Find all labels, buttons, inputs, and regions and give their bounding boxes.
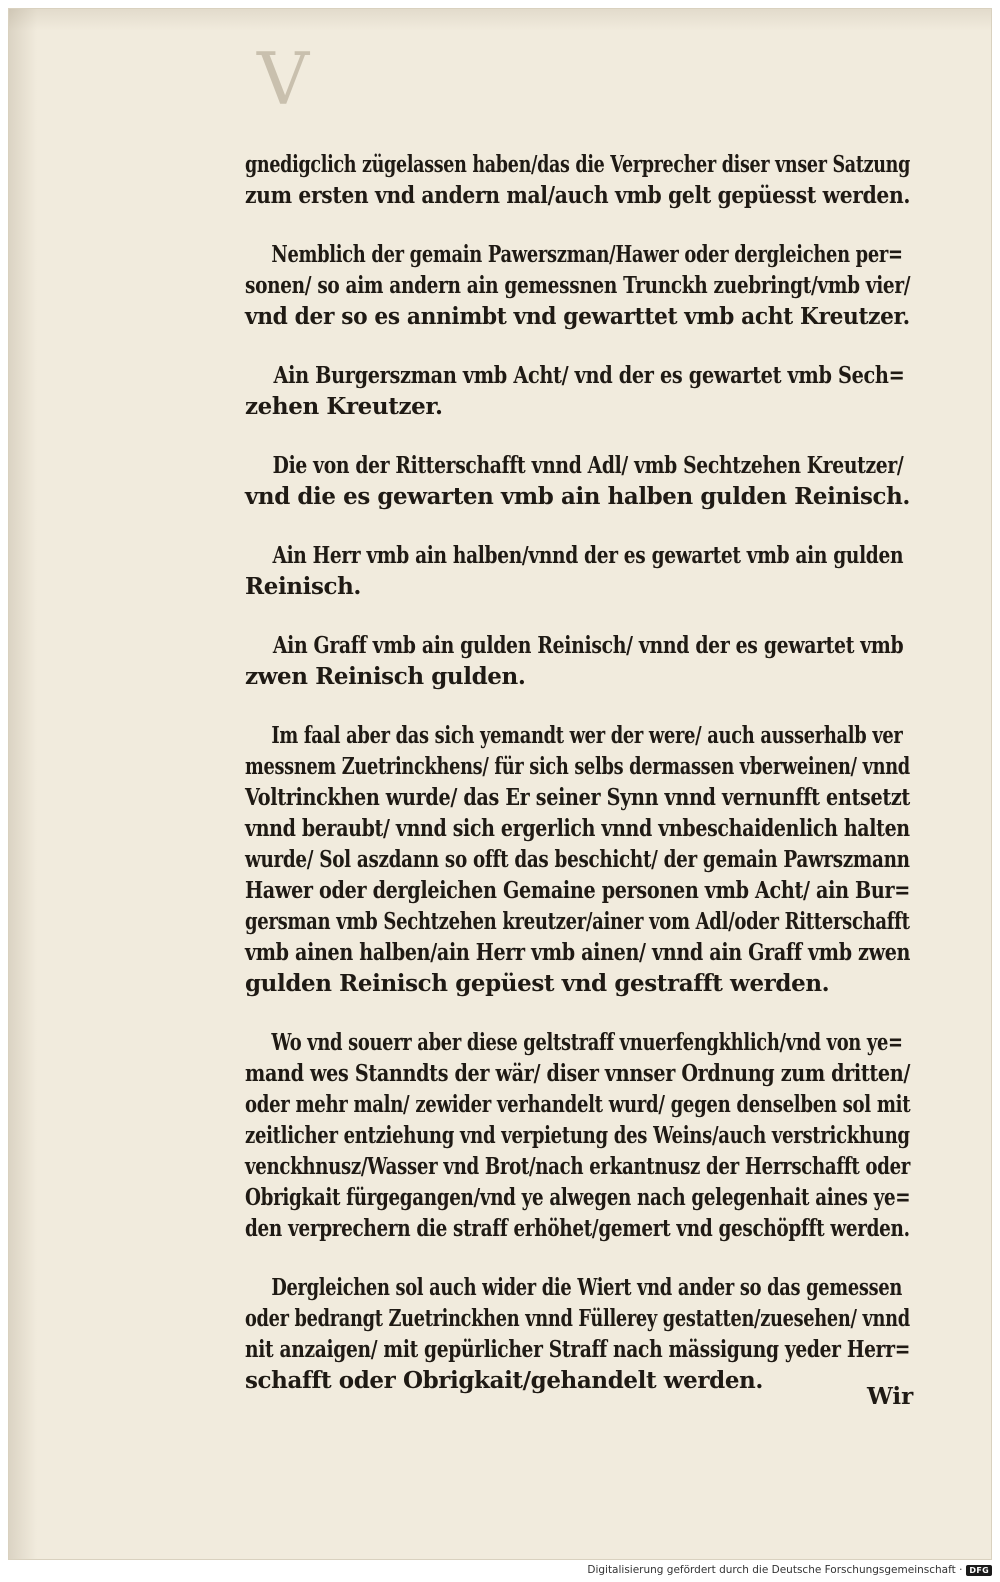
text-line: Die von der Ritterschafft vnnd Adl/ vmb Sechtzehen Kreutzer/ — [272, 452, 904, 479]
text-line: Dergleichen sol auch wider die Wiert vnd ander so das gemessen — [271, 1274, 903, 1301]
paragraph — [245, 540, 910, 602]
text-line: wurde/ Sol aszdann so offt das beschicht/ der gemain Pawrszmann — [245, 846, 910, 873]
text-line: oder bedrangt Zuetrinckhen vnnd Füllerey gestatten/zuesehen/ vnnd — [245, 1305, 910, 1332]
text-line: zwen Reinisch gulden. — [245, 663, 526, 690]
text-line: den verprechern die straff erhöhet/gemert vnd geschöpfft werden. — [245, 1215, 910, 1242]
text-line: vnnd beraubt/ vnnd sich ergerlich vnnd vnbeschaidenlich halten — [245, 815, 910, 842]
text-line: Ain Burgerszman vmb Acht/ vnd der es gewartet vmb Sech= — [273, 362, 905, 389]
text-line: Hawer oder dergleichen Gemaine personen vmb Acht/ ain Bur= — [245, 877, 911, 904]
text-line: zeitlicher entziehung vnd verpietung des Weins/auch verstrickhung — [245, 1122, 910, 1149]
catchword: Wir — [867, 1383, 914, 1410]
page-text-block — [245, 121, 910, 1396]
footer-credit — [587, 1562, 992, 1578]
paragraph — [245, 1027, 910, 1244]
text-line: venckhnusz/Wasser vnd Brot/nach erkantnusz der Herrschafft oder — [245, 1153, 911, 1180]
text-line: schafft oder Obrigkait/gehandelt werden. — [245, 1367, 763, 1394]
folio-mark: V — [257, 37, 309, 121]
paragraph — [245, 1272, 910, 1396]
paragraph — [245, 630, 910, 692]
text-line: Nemblich der gemain Pawerszman/Hawer oder dergleichen per= — [271, 241, 903, 268]
text-line: zum ersten vnd andern mal/auch vmb gelt gepüesst werden. — [245, 182, 911, 209]
text-line: zehen Kreutzer. — [245, 393, 443, 420]
text-line: gulden Reinisch gepüest vnd gestrafft werden. — [245, 970, 830, 997]
text-line: messnem Zuetrinckhens/ für sich selbs dermassen vberweinen/ vnnd — [245, 753, 910, 780]
text-line: oder mehr maln/ zewider verhandelt wurd/ gegen denselben sol mit — [245, 1091, 911, 1118]
paragraph — [245, 149, 910, 211]
text-line: gnedigclich zügelassen haben/das die Verprecher diser vnser Satzung — [245, 151, 911, 178]
dfg-logo: DFG — [966, 1565, 992, 1576]
text-line: gersman vmb Sechtzehen kreutzer/ainer vom Adl/oder Ritterschafft — [245, 908, 910, 935]
text-line: Im faal aber das sich yemandt wer der were/ auch ausserhalb ver — [271, 722, 903, 749]
text-line: Ain Herr vmb ain halben/vnnd der es gewartet vmb ain gulden — [272, 542, 904, 569]
text-line: sonen/ so aim andern ain gemessnen Trunckh zuebringt/vmb vier/ — [245, 272, 911, 299]
text-line: vmb ainen halben/ain Herr vmb ainen/ vnnd ain Graff vmb zwen — [245, 939, 911, 966]
text-line: vnd der so es annimbt vnd gewarttet vmb acht Kreutzer. — [245, 303, 910, 330]
footer-text: Digitalisierung gefördert durch die Deutsche Forschungsgemeinschaft · — [587, 1564, 963, 1576]
text-line: Wo vnd souerr aber diese geltstraff vnuerfengkhlich/vnd von ye= — [271, 1029, 903, 1056]
paragraph — [245, 360, 910, 422]
scanned-page — [8, 8, 992, 1560]
text-line: vnd die es gewarten vmb ain halben gulden Reinisch. — [245, 483, 910, 510]
text-line: Reinisch. — [245, 573, 362, 600]
text-line: nit anzaigen/ mit gepürlicher Straff nach mässigung yeder Herr= — [245, 1336, 911, 1363]
paragraph — [245, 720, 910, 999]
text-line: Voltrinckhen wurde/ das Er seiner Synn vnnd vernunfft entsetzt — [245, 784, 910, 811]
paragraph — [245, 239, 910, 332]
paragraph — [245, 450, 910, 512]
text-line: Obrigkait fürgegangen/vnd ye alwegen nach gelegenhait aines ye= — [245, 1184, 911, 1211]
text-line: Ain Graff vmb ain gulden Reinisch/ vnnd der es gewartet vmb — [272, 632, 904, 659]
text-line: mand wes Stanndts der wär/ diser vnnser Ordnung zum dritten/ — [245, 1060, 911, 1087]
